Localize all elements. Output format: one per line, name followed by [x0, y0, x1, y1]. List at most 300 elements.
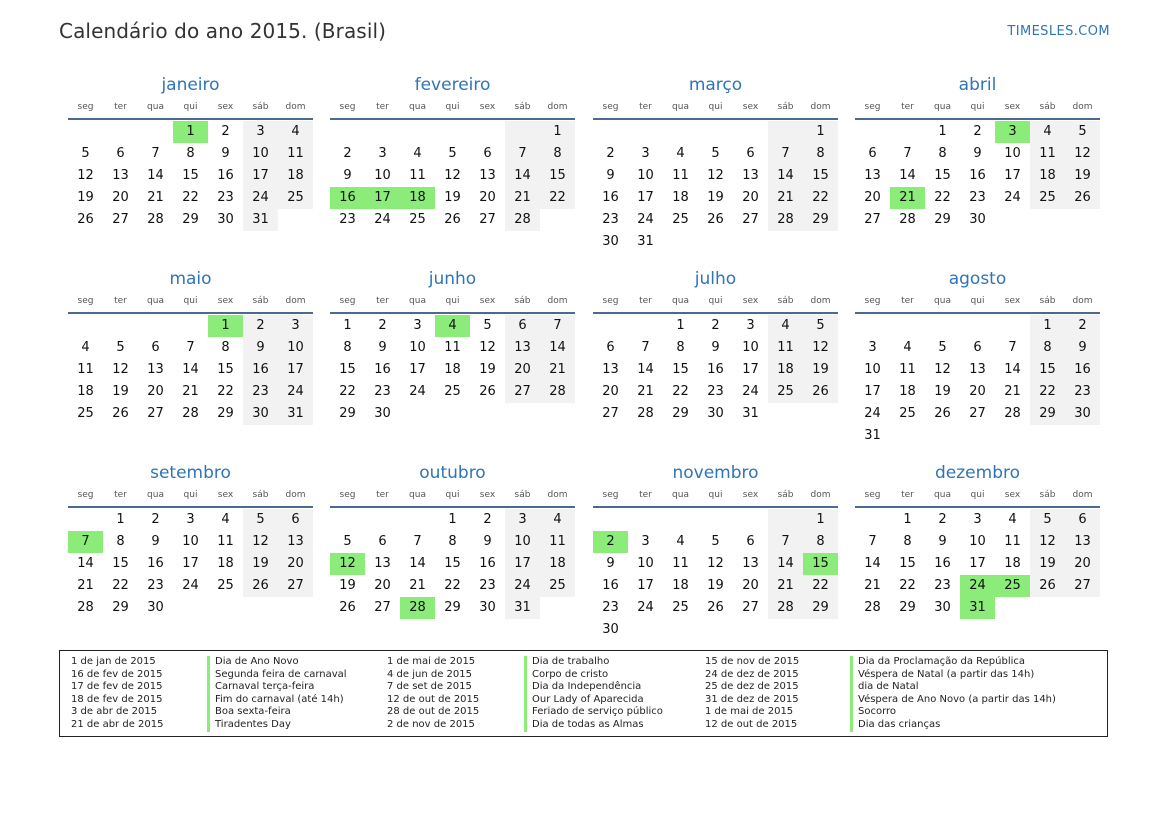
day-cell: 13: [479, 168, 496, 183]
day-cell: 2: [1065, 315, 1100, 337]
weekday-label: dom: [547, 296, 568, 306]
legend-date-column: [705, 656, 799, 732]
legend-date: 7 de set de 2015: [387, 681, 472, 693]
weekday-header: [68, 485, 313, 505]
day-cell: 28: [182, 406, 199, 421]
day-cell: 6: [505, 315, 540, 337]
day-cell: 31: [742, 406, 759, 421]
day-cell: 25: [77, 406, 94, 421]
day-cell: 13: [278, 531, 313, 553]
day-cell: 14: [1004, 362, 1021, 377]
month-name: junho: [428, 269, 477, 289]
day-cell: 21: [505, 187, 540, 209]
holiday-day-cell: 25: [995, 575, 1030, 597]
weekday-label: ter: [901, 102, 914, 112]
month-name: maio: [169, 269, 212, 289]
empty-day-cell: [768, 121, 803, 143]
month-name: julho: [694, 269, 737, 289]
weekday-label: seg: [339, 102, 356, 112]
day-cell: 4: [81, 340, 90, 355]
day-cell: 15: [803, 165, 838, 187]
day-cell: 5: [448, 146, 457, 161]
weekday-label: ter: [376, 296, 389, 306]
weekday-label: dom: [810, 102, 831, 112]
weekday-label: sáb: [777, 296, 794, 306]
day-cell: 5: [243, 509, 278, 531]
day-cell: 21: [864, 578, 881, 593]
day-cell: 18: [1004, 556, 1021, 571]
day-cell: 20: [864, 190, 881, 205]
day-cell: 31: [637, 234, 654, 249]
legend-date: 1 de jan de 2015: [71, 656, 156, 667]
day-grid: [68, 509, 313, 619]
day-cell: 31: [243, 209, 278, 231]
day-cell: 7: [505, 143, 540, 165]
day-cell: 14: [409, 556, 426, 571]
holiday-day-cell: 31: [960, 597, 995, 619]
day-cell: 14: [540, 337, 575, 359]
month-calendar: [855, 267, 1100, 447]
day-cell: 17: [409, 362, 426, 377]
day-cell: 12: [707, 168, 724, 183]
day-cell: 31: [864, 428, 881, 443]
day-cell: 25: [768, 381, 803, 403]
header-rule: [68, 118, 313, 120]
day-cell: 9: [343, 168, 352, 183]
day-cell: 3: [505, 509, 540, 531]
day-cell: 10: [243, 143, 278, 165]
day-cell: 26: [112, 406, 129, 421]
holiday-day-cell: 21: [890, 187, 925, 209]
legend-holiday-name: Carnaval terça-feira: [207, 681, 347, 694]
day-cell: 9: [221, 146, 230, 161]
weekday-label: qua: [147, 490, 164, 500]
day-cell: 23: [707, 384, 724, 399]
day-cell: 18: [1030, 165, 1065, 187]
month-calendar: [855, 73, 1100, 231]
month-name: fevereiro: [414, 75, 491, 95]
empty-day-cell: [890, 121, 925, 143]
day-cell: 9: [606, 168, 615, 183]
day-cell: 19: [444, 190, 461, 205]
day-cell: 22: [672, 384, 689, 399]
legend-holiday-name: Véspera de Ano Novo (a partir das 14h): [850, 694, 1056, 707]
header-rule: [68, 312, 313, 314]
holiday-day-cell: 4: [435, 315, 470, 337]
weekday-label: sáb: [514, 102, 531, 112]
weekday-label: sex: [742, 296, 759, 306]
weekday-label: ter: [639, 296, 652, 306]
day-cell: 13: [112, 168, 129, 183]
day-cell: 19: [112, 384, 129, 399]
day-cell: 11: [672, 168, 689, 183]
day-cell: 20: [742, 190, 759, 205]
day-grid: [593, 509, 838, 641]
day-cell: 9: [151, 534, 160, 549]
day-cell: 27: [602, 406, 619, 421]
weekday-label: seg: [864, 102, 881, 112]
day-cell: 22: [217, 384, 234, 399]
day-cell: 24: [278, 381, 313, 403]
day-cell: 2: [221, 124, 230, 139]
day-cell: 13: [742, 556, 759, 571]
day-cell: 11: [540, 531, 575, 553]
empty-day-cell: [593, 509, 628, 531]
day-cell: 8: [343, 340, 352, 355]
weekday-label: dom: [810, 490, 831, 500]
day-cell: 14: [147, 168, 164, 183]
weekday-label: sáb: [1039, 490, 1056, 500]
day-cell: 28: [768, 597, 803, 619]
weekday-label: qui: [445, 490, 460, 500]
day-cell: 10: [637, 556, 654, 571]
empty-day-cell: [365, 121, 400, 143]
day-cell: 15: [339, 362, 356, 377]
legend-date: 1 de mai de 2015: [705, 706, 794, 718]
month-calendar: [593, 461, 838, 641]
header-rule: [330, 506, 575, 508]
day-cell: 28: [864, 600, 881, 615]
day-cell: 5: [81, 146, 90, 161]
day-cell: 17: [278, 359, 313, 381]
day-cell: 8: [803, 143, 838, 165]
empty-day-cell: [995, 315, 1030, 337]
empty-day-cell: [330, 509, 365, 531]
legend-holiday-name: Our Lady of Aparecida: [524, 694, 663, 707]
month-name: dezembro: [935, 463, 1020, 483]
weekday-label: sáb: [777, 102, 794, 112]
day-cell: 21: [182, 384, 199, 399]
day-cell: 26: [1065, 187, 1100, 209]
day-cell: 27: [969, 406, 986, 421]
day-cell: 5: [343, 534, 352, 549]
empty-day-cell: [505, 121, 540, 143]
day-cell: 23: [602, 600, 619, 615]
month-calendar: [330, 73, 575, 231]
weekday-label: sex: [742, 102, 759, 112]
day-cell: 15: [672, 362, 689, 377]
weekday-label: sex: [217, 296, 234, 306]
day-cell: 25: [1030, 187, 1065, 209]
day-cell: 6: [973, 340, 982, 355]
day-cell: 26: [77, 212, 94, 227]
day-cell: 22: [182, 190, 199, 205]
day-cell: 1: [1030, 315, 1065, 337]
month-name: outubro: [419, 463, 486, 483]
day-cell: 8: [676, 340, 685, 355]
day-cell: 18: [77, 384, 94, 399]
weekday-label: qua: [147, 102, 164, 112]
day-cell: 31: [278, 403, 313, 425]
holiday-day-cell: 7: [68, 531, 103, 553]
empty-day-cell: [138, 315, 173, 337]
header-rule: [855, 118, 1100, 120]
holiday-day-cell: 28: [400, 597, 435, 619]
weekday-label: ter: [114, 102, 127, 112]
holiday-day-cell: 2: [593, 531, 628, 553]
day-cell: 14: [637, 362, 654, 377]
day-cell: 18: [899, 384, 916, 399]
day-cell: 28: [505, 209, 540, 231]
day-cell: 6: [151, 340, 160, 355]
day-cell: 13: [1065, 531, 1100, 553]
day-cell: 4: [676, 146, 685, 161]
holiday-day-cell: 15: [803, 553, 838, 575]
legend-date: 15 de nov de 2015: [705, 656, 800, 667]
month-name: abril: [958, 75, 997, 95]
day-cell: 6: [483, 146, 492, 161]
day-cell: 18: [540, 553, 575, 575]
day-cell: 22: [540, 187, 575, 209]
legend-holiday-name: Dia das crianças: [850, 719, 1056, 732]
day-cell: 14: [768, 165, 803, 187]
empty-day-cell: [628, 509, 663, 531]
day-cell: 19: [934, 384, 951, 399]
day-cell: 4: [768, 315, 803, 337]
weekday-label: seg: [602, 490, 619, 500]
empty-day-cell: [365, 509, 400, 531]
day-cell: 29: [217, 406, 234, 421]
day-grid: [68, 121, 313, 231]
weekday-label: qui: [970, 490, 985, 500]
day-cell: 12: [243, 531, 278, 553]
day-cell: 1: [343, 318, 352, 333]
weekday-label: qua: [934, 296, 951, 306]
day-cell: 2: [243, 315, 278, 337]
legend-date-column: [71, 656, 163, 732]
day-cell: 19: [479, 362, 496, 377]
day-cell: 12: [112, 362, 129, 377]
month-name: janeiro: [161, 75, 220, 95]
day-cell: 15: [1030, 359, 1065, 381]
day-cell: 23: [217, 190, 234, 205]
legend-name-column: [207, 656, 347, 732]
day-cell: 23: [934, 578, 951, 593]
day-cell: 21: [77, 578, 94, 593]
empty-day-cell: [960, 315, 995, 337]
header-rule: [593, 118, 838, 120]
holiday-day-cell: 1: [208, 315, 243, 337]
weekday-label: sáb: [1039, 102, 1056, 112]
weekday-label: seg: [339, 490, 356, 500]
day-cell: 18: [672, 190, 689, 205]
day-cell: 16: [707, 362, 724, 377]
day-cell: 17: [637, 190, 654, 205]
day-cell: 20: [112, 190, 129, 205]
day-cell: 3: [868, 340, 877, 355]
day-cell: 29: [444, 600, 461, 615]
day-cell: 16: [217, 168, 234, 183]
empty-day-cell: [733, 121, 768, 143]
day-cell: 29: [182, 212, 199, 227]
holiday-day-cell: 12: [330, 553, 365, 575]
weekday-label: sáb: [1039, 296, 1056, 306]
day-cell: 29: [934, 212, 951, 227]
weekday-label: ter: [901, 296, 914, 306]
day-cell: 23: [339, 212, 356, 227]
day-cell: 17: [182, 556, 199, 571]
day-cell: 14: [182, 362, 199, 377]
empty-day-cell: [68, 121, 103, 143]
brand-link[interactable]: TIMESLES.COM: [1007, 24, 1110, 39]
day-cell: 24: [505, 575, 540, 597]
day-cell: 30: [934, 600, 951, 615]
day-cell: 25: [899, 406, 916, 421]
day-cell: 20: [479, 190, 496, 205]
day-cell: 22: [339, 384, 356, 399]
day-cell: 17: [637, 578, 654, 593]
legend-date-column: [387, 656, 479, 732]
weekday-label: seg: [864, 490, 881, 500]
day-cell: 24: [864, 406, 881, 421]
day-cell: 3: [973, 512, 982, 527]
day-cell: 12: [444, 168, 461, 183]
day-cell: 9: [973, 146, 982, 161]
holiday-day-cell: 1: [173, 121, 208, 143]
legend-date: 21 de abr de 2015: [71, 718, 164, 730]
day-cell: 17: [864, 384, 881, 399]
weekday-label: sex: [479, 102, 496, 112]
day-cell: 20: [602, 384, 619, 399]
weekday-label: qui: [183, 296, 198, 306]
day-cell: 5: [1030, 509, 1065, 531]
day-cell: 17: [1004, 168, 1021, 183]
weekday-label: sex: [479, 490, 496, 500]
legend-holiday-name: Dia de Ano Novo: [207, 656, 347, 669]
day-cell: 1: [448, 512, 457, 527]
day-cell: 16: [243, 359, 278, 381]
weekday-label: qui: [445, 102, 460, 112]
empty-day-cell: [663, 121, 698, 143]
day-cell: 23: [602, 212, 619, 227]
holiday-day-cell: 24: [960, 575, 995, 597]
day-cell: 1: [803, 121, 838, 143]
day-cell: 20: [742, 578, 759, 593]
weekday-label: ter: [376, 102, 389, 112]
day-cell: 5: [711, 534, 720, 549]
weekday-label: ter: [901, 490, 914, 500]
day-cell: 6: [746, 534, 755, 549]
empty-day-cell: [698, 121, 733, 143]
day-cell: 21: [768, 575, 803, 597]
weekday-label: dom: [1072, 490, 1093, 500]
day-cell: 23: [147, 578, 164, 593]
day-cell: 30: [707, 406, 724, 421]
day-cell: 13: [742, 168, 759, 183]
day-cell: 29: [112, 600, 129, 615]
day-cell: 24: [742, 384, 759, 399]
holiday-day-cell: 3: [995, 121, 1030, 143]
day-cell: 20: [147, 384, 164, 399]
weekday-label: seg: [77, 296, 94, 306]
day-cell: 20: [969, 384, 986, 399]
day-cell: 21: [540, 359, 575, 381]
day-cell: 5: [803, 315, 838, 337]
weekday-label: sex: [217, 490, 234, 500]
day-cell: 25: [217, 578, 234, 593]
day-cell: 23: [374, 384, 391, 399]
day-cell: 8: [221, 340, 230, 355]
empty-day-cell: [698, 509, 733, 531]
empty-day-cell: [173, 315, 208, 337]
day-cell: 3: [641, 534, 650, 549]
weekday-label: sáb: [252, 490, 269, 500]
legend-date: 2 de nov de 2015: [387, 718, 475, 730]
legend-holiday-name: dia de Natal: [850, 681, 1056, 694]
day-cell: 4: [278, 121, 313, 143]
day-cell: 2: [938, 512, 947, 527]
day-cell: 23: [969, 190, 986, 205]
day-cell: 29: [803, 209, 838, 231]
empty-day-cell: [330, 121, 365, 143]
weekday-label: qua: [934, 102, 951, 112]
day-cell: 28: [540, 381, 575, 403]
weekday-header: [593, 485, 838, 505]
weekday-label: sex: [479, 296, 496, 306]
legend-holiday-name: Fim do carnaval (até 14h): [207, 694, 347, 707]
empty-day-cell: [400, 121, 435, 143]
weekday-label: seg: [602, 296, 619, 306]
legend-holiday-name: Corpo de cristo: [524, 669, 663, 682]
day-grid: [855, 315, 1100, 447]
month-name: novembro: [672, 463, 759, 483]
day-cell: 8: [540, 143, 575, 165]
day-cell: 16: [147, 556, 164, 571]
day-cell: 8: [186, 146, 195, 161]
holiday-day-cell: 16: [330, 187, 365, 209]
day-cell: 10: [278, 337, 313, 359]
empty-day-cell: [925, 315, 960, 337]
weekday-label: dom: [285, 102, 306, 112]
day-cell: 10: [969, 534, 986, 549]
day-grid: [593, 121, 838, 253]
empty-day-cell: [103, 121, 138, 143]
month-calendar: [68, 73, 313, 231]
day-cell: 16: [969, 168, 986, 183]
empty-day-cell: [855, 121, 890, 143]
day-cell: 24: [374, 212, 391, 227]
month-name: março: [688, 75, 743, 95]
empty-day-cell: [138, 121, 173, 143]
day-cell: 19: [1065, 165, 1100, 187]
month-name: setembro: [150, 463, 231, 483]
day-cell: 27: [1065, 575, 1100, 597]
weekday-label: qua: [409, 102, 426, 112]
holiday-day-cell: 18: [400, 187, 435, 209]
day-cell: 9: [483, 534, 492, 549]
empty-day-cell: [68, 509, 103, 531]
day-cell: 25: [409, 212, 426, 227]
day-cell: 4: [413, 146, 422, 161]
day-cell: 8: [116, 534, 125, 549]
day-cell: 22: [1030, 381, 1065, 403]
day-cell: 7: [540, 315, 575, 337]
weekday-header: [593, 97, 838, 117]
day-cell: 6: [746, 146, 755, 161]
day-cell: 8: [1030, 337, 1065, 359]
day-cell: 11: [409, 168, 426, 183]
legend-date: 3 de abr de 2015: [71, 706, 158, 718]
day-cell: 15: [444, 556, 461, 571]
weekday-label: seg: [77, 490, 94, 500]
weekday-label: seg: [864, 296, 881, 306]
day-cell: 15: [182, 168, 199, 183]
month-calendar: [593, 267, 838, 425]
day-cell: 15: [540, 165, 575, 187]
holiday-legend: [59, 650, 1108, 737]
day-cell: 23: [243, 381, 278, 403]
day-cell: 4: [1008, 512, 1017, 527]
